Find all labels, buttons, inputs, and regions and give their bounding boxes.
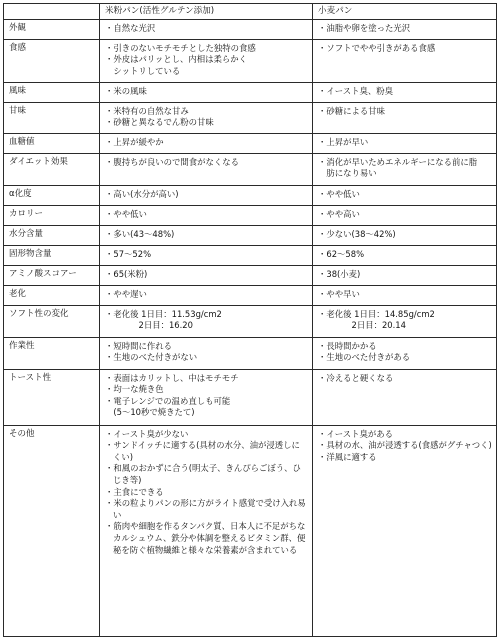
row-label: その他 — [4, 425, 100, 636]
rice-line: ・和風のおかずに合う(明太子、きんぴらごぼう、ひじき等) — [105, 463, 301, 485]
rice-line: ・筋肉や細胞を作るタンパク質、日本人に不足がちなカルシュウム、鉄分や体調を整えるビタミン群、便秘を防ぐ植物繊維と様々な栄養素が含まれている — [105, 521, 306, 555]
rice-line: ・引きのないモチモチとした独特の食感 — [105, 42, 256, 53]
rice-cell — [100, 19, 313, 39]
rice-line: ・均一な焼き色 — [105, 384, 164, 395]
wheat-line: ・油脂や卵を塗った光沢 — [318, 22, 411, 33]
rice-cell — [100, 265, 313, 285]
rice-cell — [100, 337, 313, 369]
row-amino-score — [4, 265, 497, 285]
rice-line: ・高い(水分が高い) — [105, 188, 179, 199]
rice-line: ・自然な光沢 — [105, 22, 156, 33]
wheat-line: ・やや低い — [318, 188, 360, 199]
row-blood-sugar — [4, 133, 497, 153]
wheat-cell — [313, 285, 497, 305]
rice-line: ・イースト臭が少ない — [105, 428, 189, 439]
wheat-line: ・上昇が早い — [318, 136, 369, 147]
wheat-cell — [313, 82, 497, 102]
header-rice-bread: 米粉パン(活性グルテン添加) — [100, 4, 313, 20]
rice-line: ・多い(43～48%) — [105, 228, 175, 239]
rice-cell — [100, 245, 313, 265]
row-label: ダイエット効果 — [4, 153, 100, 185]
wheat-cell — [313, 225, 497, 245]
rice-line: ・米特有の自然な甘み — [105, 105, 189, 116]
rice-cell — [100, 425, 313, 636]
row-label: 風味 — [4, 82, 100, 102]
rice-line: ・短時間に作れる — [105, 340, 172, 351]
row-label: α化度 — [4, 185, 100, 205]
row-label: カロリー — [4, 205, 100, 225]
wheat-line: ・38(小麦) — [318, 268, 361, 279]
row-label: 食感 — [4, 39, 100, 82]
rice-line: ・やや低い — [105, 208, 147, 219]
row-label: 老化 — [4, 285, 100, 305]
row-toastability — [4, 369, 497, 425]
row-diet-effect — [4, 153, 497, 185]
row-softness-change — [4, 305, 497, 337]
rice-line: ・生地のべた付きがない — [105, 352, 198, 363]
row-appearance — [4, 19, 497, 39]
rice-line: ・やや遅い — [105, 288, 147, 299]
row-workability — [4, 337, 497, 369]
header-blank-cell — [4, 4, 100, 20]
rice-line: ・65(米粉) — [105, 268, 148, 279]
wheat-cell — [313, 19, 497, 39]
wheat-cell — [313, 425, 497, 636]
row-label: 固形物含量 — [4, 245, 100, 265]
wheat-line: ・イースト臭、粉臭 — [318, 85, 393, 96]
row-label: 水分含量 — [4, 225, 100, 245]
rice-cell — [100, 153, 313, 185]
row-label: 作業性 — [4, 337, 100, 369]
wheat-cell — [313, 133, 497, 153]
row-label: 外観 — [4, 19, 100, 39]
row-gelatinization — [4, 185, 497, 205]
rice-cell — [100, 133, 313, 153]
wheat-line: ・砂糖による甘味 — [318, 105, 385, 116]
wheat-line: 2日目：20.14 — [318, 320, 406, 331]
wheat-line: ・イースト臭がある — [318, 428, 393, 439]
wheat-line: 肪になり易い — [318, 168, 377, 179]
wheat-cell — [313, 305, 497, 337]
wheat-cell — [313, 39, 497, 82]
row-calories — [4, 205, 497, 225]
rice-line: ・腹持ちが良いので間食がなくなる — [105, 156, 239, 167]
row-other — [4, 425, 497, 636]
rice-line: ・電子レンジでの温め直しも可能 — [105, 395, 231, 406]
rice-line: ・米の粒よりパンの形に方がライト感覚で受け入れ易い — [105, 498, 306, 520]
rice-cell — [100, 285, 313, 305]
row-flavor — [4, 82, 497, 102]
rice-line: ・上昇が緩やか — [105, 136, 164, 147]
rice-cell — [100, 305, 313, 337]
row-solids — [4, 245, 497, 265]
rice-line: ・老化後 1日目：11.53g/cm2 — [105, 308, 222, 319]
rice-cell — [100, 102, 313, 133]
rice-cell — [100, 185, 313, 205]
wheat-line: ・ソフトでやや引きがある食感 — [318, 42, 436, 53]
wheat-line: ・具材の水、油が浸透する(食感がグチャつく) — [318, 440, 492, 451]
rice-line: シットリしている — [105, 65, 181, 76]
wheat-line: ・消化が早いためエネルギーになる前に脂 — [318, 156, 478, 167]
wheat-line: ・洋風に適する — [318, 451, 377, 462]
wheat-cell — [313, 185, 497, 205]
rice-cell — [100, 39, 313, 82]
wheat-line: ・やや高い — [318, 208, 360, 219]
rice-line: ・米の風味 — [105, 85, 147, 96]
rice-line: ・サンドイッチに適する(具材の水分、油が浸透しにくい) — [105, 440, 300, 462]
wheat-line: ・老化後 1日目：14.85g/cm2 — [318, 308, 435, 319]
row-label: 甘味 — [4, 102, 100, 133]
wheat-line: ・生地のべた付きがある — [318, 352, 411, 363]
wheat-cell — [313, 337, 497, 369]
wheat-line: ・長時間かかる — [318, 340, 377, 351]
rice-line: ・主食にできる — [105, 486, 164, 497]
rice-cell — [100, 369, 313, 425]
table-header-row — [4, 4, 497, 20]
row-label: トースト性 — [4, 369, 100, 425]
row-sweetness — [4, 102, 497, 133]
wheat-cell — [313, 245, 497, 265]
wheat-cell — [313, 102, 497, 133]
rice-line: ・砂糖と異なるでん粉の甘味 — [105, 117, 214, 128]
header-wheat-bread: 小麦パン — [313, 4, 497, 20]
row-label: アミノ酸スコアー — [4, 265, 100, 285]
wheat-line: ・冷えると硬くなる — [318, 372, 394, 383]
wheat-line: ・62～58% — [318, 248, 365, 259]
wheat-cell — [313, 153, 497, 185]
rice-line: ・外皮はパリッとし、内相は柔らかく — [105, 54, 248, 65]
comparison-table — [3, 3, 497, 637]
wheat-cell — [313, 369, 497, 425]
row-label: ソフト性の変化 — [4, 305, 100, 337]
rice-line: ・57～52% — [105, 248, 152, 259]
rice-cell — [100, 205, 313, 225]
rice-cell — [100, 82, 313, 102]
row-label: 血糖値 — [4, 133, 100, 153]
rice-line: 2日目：16.20 — [105, 320, 193, 331]
row-texture — [4, 39, 497, 82]
wheat-cell — [313, 265, 497, 285]
rice-cell — [100, 225, 313, 245]
rice-line: (5～10秒で焼きたて) — [105, 407, 195, 418]
rice-line: ・表面はカリットし、中はモチモチ — [105, 372, 239, 383]
wheat-line: ・少ない(38～42%) — [318, 228, 396, 239]
row-moisture — [4, 225, 497, 245]
wheat-line: ・やや早い — [318, 288, 360, 299]
row-aging — [4, 285, 497, 305]
wheat-cell — [313, 205, 497, 225]
